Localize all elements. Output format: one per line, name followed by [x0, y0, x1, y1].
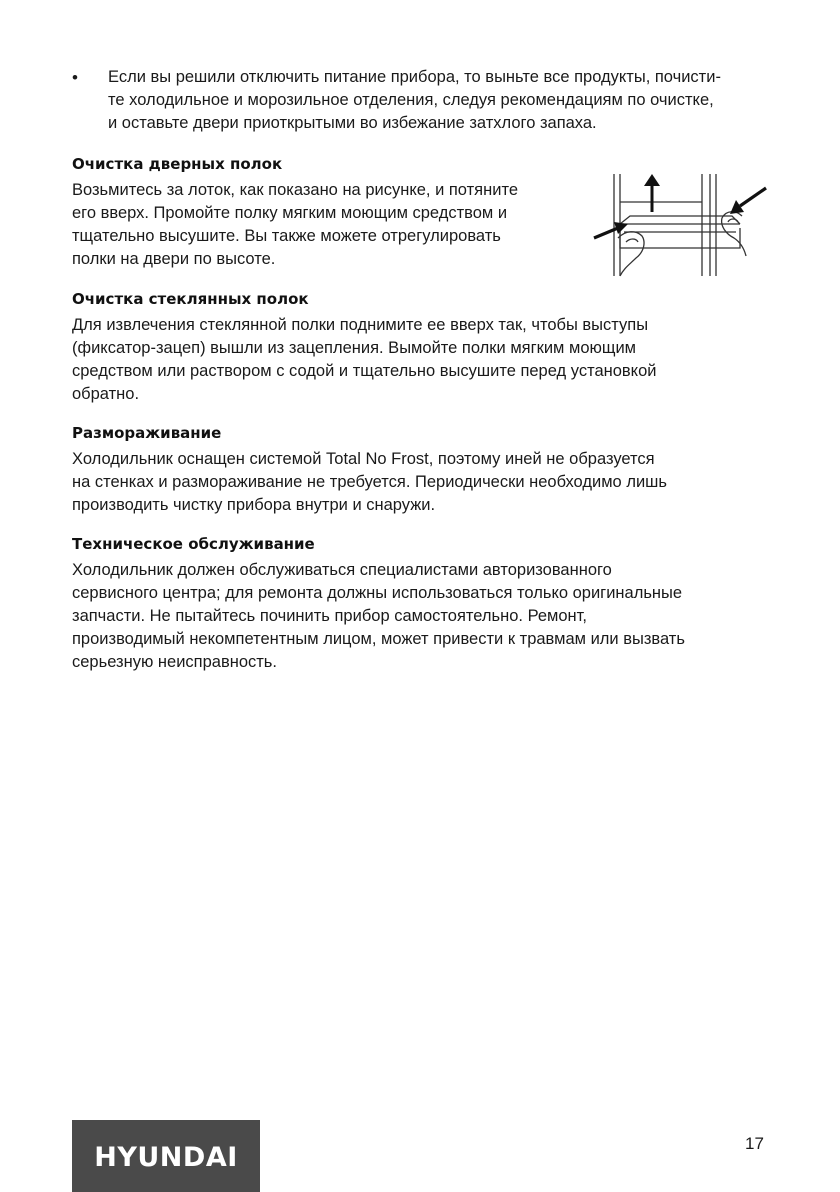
- text-line: те холодильное и морозильное отделения, следуя рекомендациям по очистке,: [108, 91, 714, 109]
- section-glass-shelves: [72, 288, 772, 406]
- page-number: 17: [745, 1134, 764, 1153]
- section-paragraph: [72, 448, 772, 517]
- text-line: запчасти. Не пытайтесь починить прибор самостоятельно. Ремонт,: [72, 607, 587, 625]
- text-line: Возьмитесь за лоток, как показано на рисунке, и потяните: [72, 181, 518, 199]
- text-line: на стенках и размораживание не требуется. Периодически необходимо лишь: [72, 473, 667, 491]
- text-line: и оставьте двери приоткрытыми во избежание затхлого запаха.: [108, 114, 597, 132]
- section-paragraph: [72, 314, 772, 406]
- door-shelf-illustration: [590, 172, 770, 280]
- text-line: полки на двери по высоте.: [72, 250, 276, 268]
- bullet-text: [108, 66, 772, 135]
- text-line: средством или раствором с содой и тщательно высушите перед установкой: [72, 362, 657, 380]
- text-line: Если вы решили отключить питание прибора, то выньте все продукты, почисти-: [108, 68, 721, 86]
- section-heading: Размораживание: [72, 424, 222, 442]
- text-line: производимый некомпетентным лицом, может привести к травмам или вызвать: [72, 630, 685, 648]
- text-line: сервисного центра; для ремонта должны использоваться только оригинальные: [72, 584, 683, 602]
- bullet-marker: •: [72, 68, 78, 87]
- text-line: Для извлечения стеклянной полки поднимите ее вверх так, чтобы выступы: [72, 316, 649, 334]
- text-line: его вверх. Промойте полку мягким моющим средством и: [72, 204, 508, 222]
- section-maintenance: [72, 533, 772, 674]
- text-line: (фиксатор-зацеп) вышли из зацепления. Вымойте полки мягким моющим: [72, 339, 637, 357]
- section-paragraph: [72, 179, 572, 271]
- text-line: тщательно высушите. Вы также можете отрегулировать: [72, 227, 501, 245]
- section-defrosting: [72, 422, 772, 517]
- intro-bullet: [72, 66, 772, 135]
- text-line: серьезную неисправность.: [72, 653, 277, 671]
- section-door-shelves: [72, 153, 572, 271]
- text-line: обратно.: [72, 385, 140, 403]
- text-line: Холодильник должен обслуживаться специалистами авторизованного: [72, 561, 612, 579]
- section-paragraph: [72, 559, 772, 674]
- text-line: производить чистку прибора внутри и снаружи.: [72, 496, 436, 514]
- section-heading: Техническое обслуживание: [72, 535, 315, 553]
- text-line: Холодильник оснащен системой Total No Frost, поэтому иней не образуется: [72, 450, 655, 468]
- section-heading: Очистка дверных полок: [72, 155, 283, 173]
- brand-logo-text: HYUNDAI: [94, 1142, 238, 1173]
- section-heading: Очистка стеклянных полок: [72, 290, 309, 308]
- brand-logo: [72, 1120, 260, 1192]
